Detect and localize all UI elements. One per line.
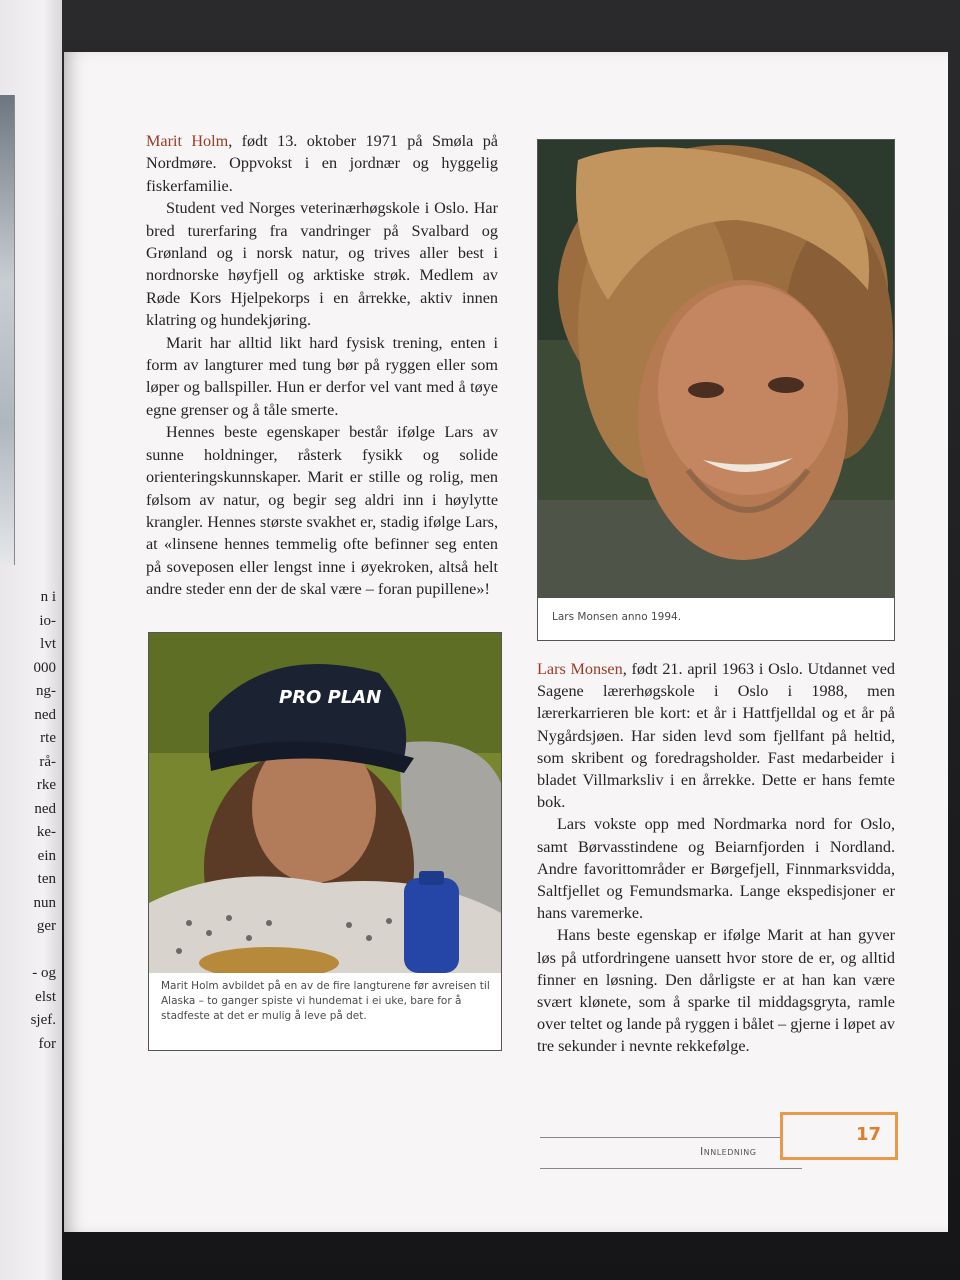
lars-photo-caption: Lars Monsen anno 1994.	[552, 611, 682, 623]
section-label: Innledning	[700, 1145, 757, 1158]
left-page-fragment: ng-	[36, 683, 56, 699]
lars-bio-paragraph: Lars vokste opp med Nordmarka nord for Oslo, samt Børvasstindene og Beiarnfjorden i Nordland. Andre favorittområder er Børgefjell, Finnmarksvidda, Saltfjellet og Femundsmarka. Lange ekspedisjoner er hans varemerke.	[537, 815, 895, 923]
lars-photo-frame	[537, 139, 895, 641]
page-number: 17	[855, 1124, 881, 1145]
left-page-fragment: - og	[32, 965, 56, 981]
left-page-fragment: rte	[40, 730, 56, 746]
marit-photo-caption: Marit Holm avbildet på en av de fire langturene før avreisen til Alaska – to ganger spiste vi hundemat i ei uke, bare for å stadfeste at det er mulig å leve på det.	[161, 980, 490, 1022]
left-page-photo-edge	[0, 95, 15, 565]
lars-name: Lars Monsen	[537, 660, 623, 678]
left-page-fragment: rke	[36, 777, 56, 793]
marit-bio-paragraph: Marit Holm, født 13. oktober 1971 på Smøla på Nordmøre. Oppvokst i en jordnær og hyggelig fiskerfamilie.	[146, 132, 498, 195]
lars-portrait-photo	[538, 140, 894, 598]
lars-bio	[537, 658, 895, 1058]
left-page-fragment: ke-	[36, 824, 56, 840]
left-page-fragment: elst	[35, 988, 56, 1005]
book-page	[64, 52, 948, 1232]
left-page-fragment: rå-	[39, 753, 56, 770]
left-page-fragment: ned	[34, 800, 56, 817]
left-page-fragment: ned	[34, 706, 56, 723]
left-page-fragment: io-	[39, 612, 56, 629]
marit-portrait-photo	[149, 633, 501, 973]
lars-bio-paragraph: Lars Monsen, født 21. april 1963 i Oslo. Utdannet ved Sagene lærerhøgskole i Oslo i 1988, men lærerkarrieren ble kort: et år i Hattfjelldal og et år på Nygårdsjøen. Har siden levd som fjellfant på heltid, som skribent og foredragsholder. Fast medarbeider i bladet Villmarksliv i en årrekke. Dette er hans femte bok.	[537, 660, 895, 812]
left-page-edge	[0, 0, 62, 1280]
left-page-fragment: 000	[33, 659, 56, 676]
marit-bio	[146, 130, 498, 601]
left-page-fragment: lvt	[40, 636, 56, 652]
left-page-fragment: n i	[40, 589, 56, 605]
lars-bio-paragraph: Hans beste egenskap er ifølge Marit at han gyver løs på utfordringene uansett hvor store de er, og alltid finner en løsning. Den dårligste er at han kan være svært klønete, som å sparke til middagsgryta, ramle over teltet og lande på ryggen i bålet – gjerne i løpet av tre sekunder i nevnte rekkefølge.	[537, 926, 895, 1056]
left-page-fragment: for	[38, 1035, 56, 1052]
left-page-fragment: nun	[33, 894, 56, 911]
marit-bio-paragraph: Marit har alltid likt hard fysisk trening, enten i form av langturer med tung bør på ryggen eller som løper og ballspiller. Hun er derfor vel vant med å tøye egne grenser og å tåle smerte.	[146, 333, 498, 419]
marit-name: Marit Holm	[146, 132, 229, 150]
marit-bio-paragraph: Student ved Norges veterinærhøgskole i Oslo. Har bred turerfaring fra vandringer på Svalbard og Grønland og i norsk natur, og trives aller best i nordnorske høyfjell og arktiske strøk. Medlem av Røde Kors Hjelpekorps i en årrekke, aktiv innen klatring og hundekjøring.	[146, 199, 498, 330]
left-page-fragment: ger	[36, 918, 56, 934]
left-page-fragment: ein	[37, 847, 56, 864]
marit-photo-frame	[148, 632, 502, 1051]
left-page-fragment: ten	[37, 871, 56, 887]
left-page-fragment: sjef.	[30, 1012, 56, 1028]
footer-rule	[540, 1137, 802, 1169]
cap-logo-text: PRO PLAN	[279, 687, 382, 708]
page-number-box	[780, 1112, 898, 1160]
marit-bio-paragraph: Hennes beste egenskaper består ifølge Lars av sunne holdninger, råsterk fysikk og solide orienteringskunnskaper. Marit er stille og rolig, men følsom av natur, og begir seg aldri inn i høylytte krangler. Hennes største svakhet er, stadig ifølge Lars, at «linsene hennes temmelig ofte befinner seg enten på soveposen eller lengst inne i øyekroken, altså helt andre steder enn der de skal være – foran pupillene»!	[146, 423, 498, 599]
